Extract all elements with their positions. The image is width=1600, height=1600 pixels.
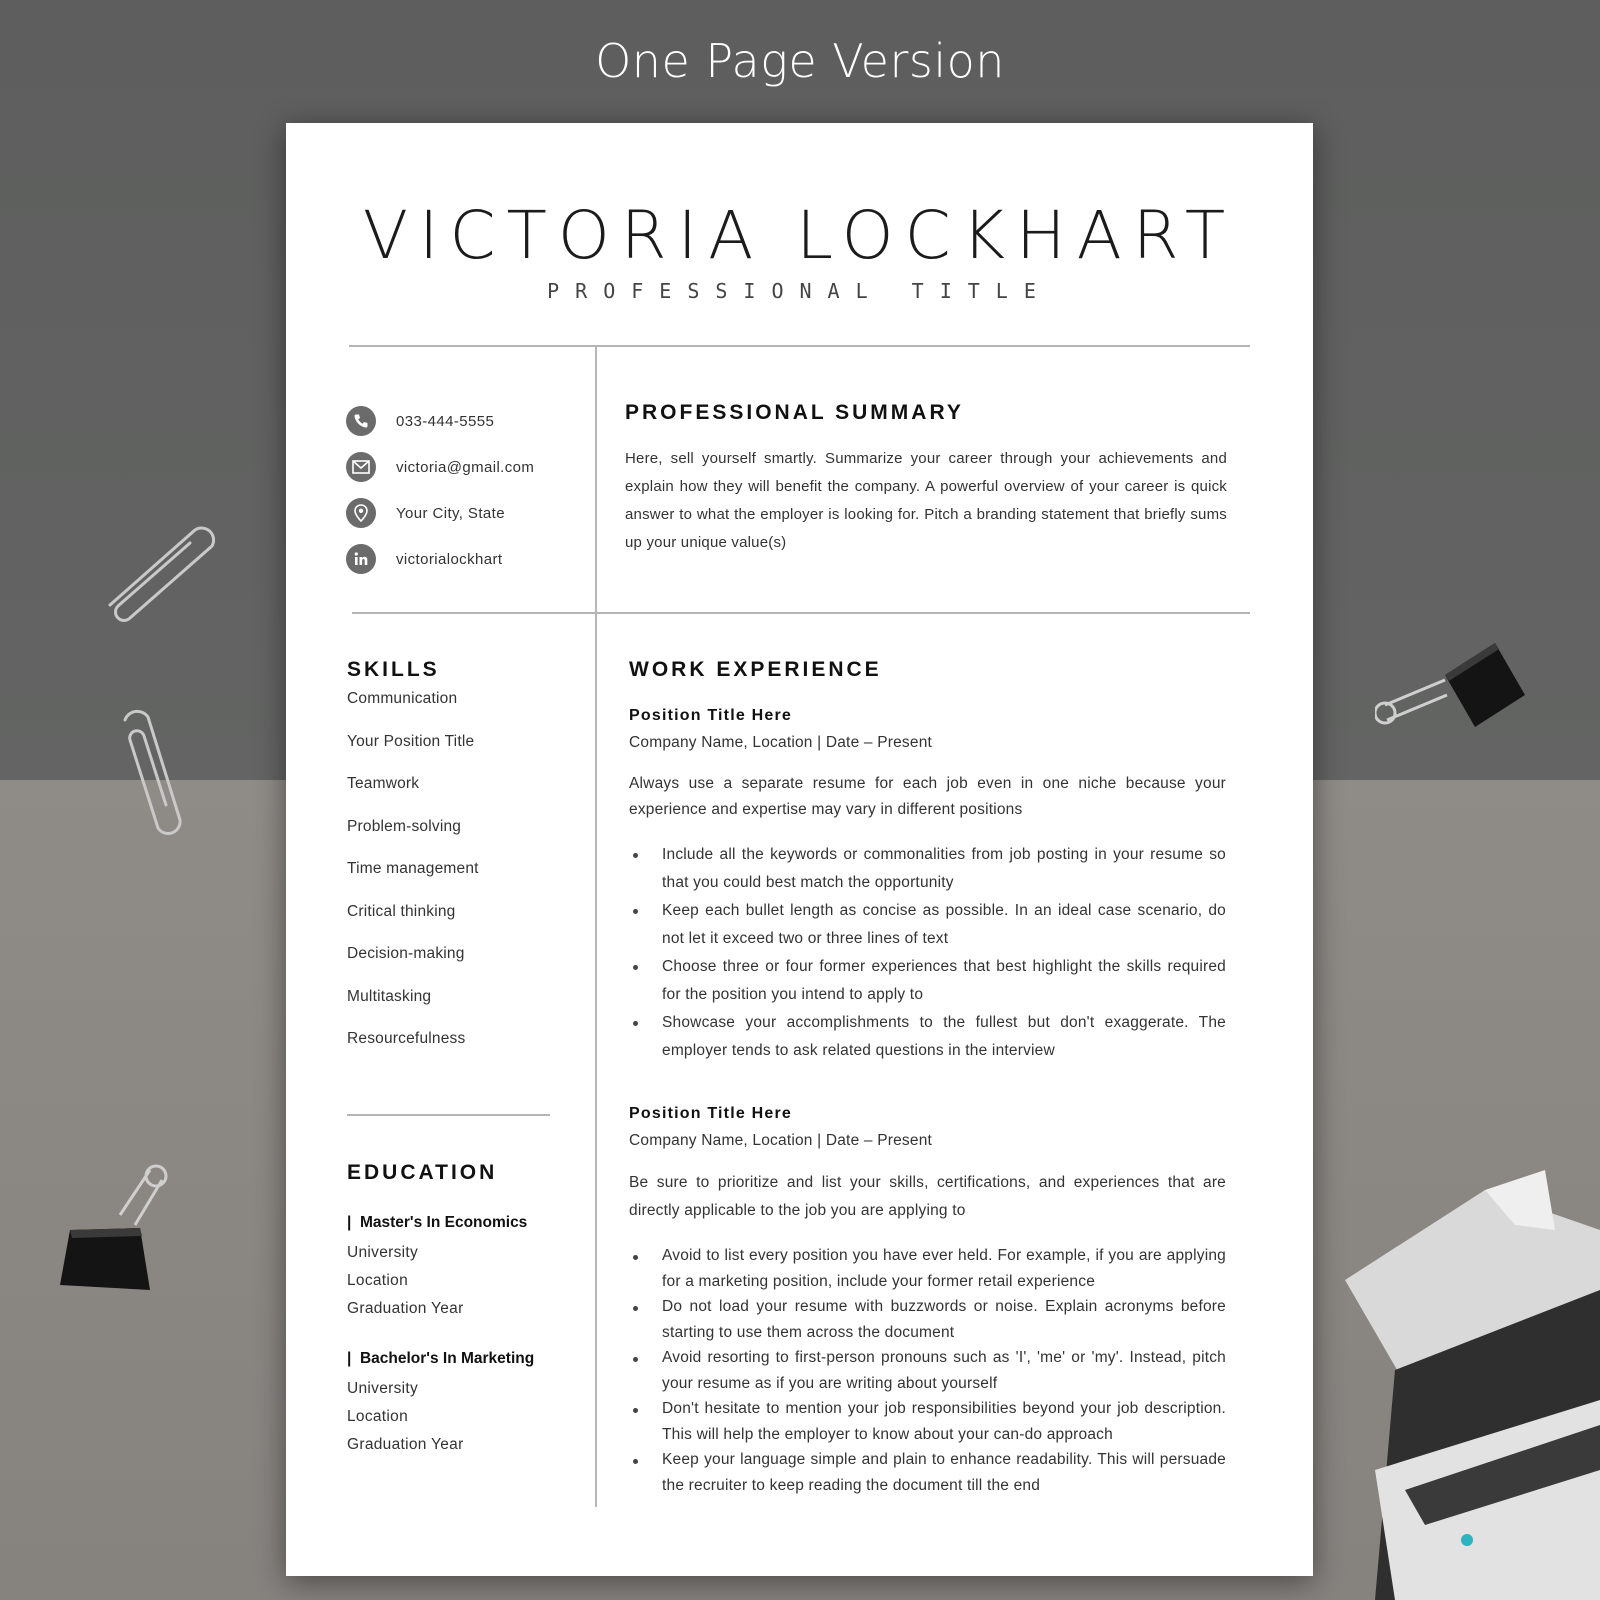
skill-item: Decision-making [347,945,465,962]
summary-heading: PROFESSIONAL SUMMARY [625,401,964,424]
contact-text: 033-444-5555 [396,412,495,430]
header-divider [349,345,1250,347]
job-bullet: Avoid to list every position you have ever held. For example, if you are applying for a marketing position, include your former retail experience [629,1243,1226,1294]
skill-item: Problem-solving [347,817,462,835]
resume-page [286,123,1313,1576]
job-bullet: Choose three or four former experiences that best highlight the skills required for the position you intend to apply to [629,953,1226,1009]
education-year: Graduation Year [347,1300,464,1317]
contact-text: victorialockhart [396,550,503,568]
job-bullet: Avoid resorting to first-person pronouns such as 'I', 'me' or 'my'. Instead, pitch your resume as if you are writing about yourself [629,1345,1226,1396]
column-divider [595,347,597,1507]
education-entry [347,1350,577,1464]
linkedin-icon [346,544,376,574]
job-bullet: Showcase your accomplishments to the fullest but don't exaggerate. The employer tends to ask related questions in the interview [629,1009,1226,1065]
paper-clip-icon [90,510,230,630]
resume-name: VICTORIA LOCKHART [362,197,1237,274]
education-school: University [347,1244,419,1261]
job-bullet: Do not load your resume with buzzwords or noise. Explain acronyms before starting to use them across the document [629,1294,1226,1345]
job-entry [629,707,1226,1065]
job-description: Be sure to prioritize and list your skills, certifications, and experiences that are directly applicable to the job you are applying to [629,1174,1226,1219]
location-pin-icon [346,498,376,528]
contact-phone [346,398,576,444]
education-school: University [347,1380,419,1397]
contact-text: Your City, State [396,504,505,522]
skill-item: Multitasking [347,987,432,1005]
email-icon [346,452,376,482]
job-meta: Company Name, Location | Date – Present [629,1132,933,1149]
skills-list [347,690,567,1073]
job-title: Position Title Here [629,707,792,724]
education-entry [347,1214,577,1328]
summary-text: Here, sell yourself smartly. Summarize your career through your achievements and explain how they will benefit the company. A powerful overview of your career is quick answer to what the employer is looking for. Pitch a branding statement that briefly sums up your unique value(s) [625,450,1227,551]
job-entry [629,1105,1226,1498]
education-location: Location [347,1272,409,1289]
skill-item: Critical thinking [347,902,456,920]
binder-clip-icon [50,1160,180,1310]
printer-icon [1335,1170,1600,1600]
skill-item: Time management [347,860,479,877]
education-location: Location [347,1408,409,1425]
job-bullet: Keep your language simple and plain to enhance readability. This will persuade the recruiter to keep reading the document till the end [629,1447,1226,1498]
binder-clip-icon [1375,635,1535,755]
paper-clip-icon [100,705,200,855]
skills-divider [347,1114,550,1116]
skills-heading: SKILLS [347,658,440,681]
contact-email [346,444,576,490]
skill-item: Communication [347,690,458,707]
degree-title: | Master's In Economics [347,1214,528,1231]
job-title: Position Title Here [629,1105,792,1122]
experience-heading: WORK EXPERIENCE [629,658,882,681]
skill-item: Your Position Title [347,732,475,750]
skill-item: Resourcefulness [347,1030,466,1047]
phone-icon [346,406,376,436]
contact-list [346,398,576,582]
education-heading: EDUCATION [347,1161,498,1184]
professional-title: PROFESSIONAL TITLE [547,279,1052,303]
job-description: Always use a separate resume for each job even in one niche because your experience and expertise may vary in different positions [629,775,1226,818]
contact-location [346,490,576,536]
degree-title: | Bachelor's In Marketing [347,1350,535,1367]
banner-title: One Page Version [595,34,1005,88]
contact-text: victoria@gmail.com [396,458,535,476]
job-meta: Company Name, Location | Date – Present [629,734,933,751]
job-bullet: Keep each bullet length as concise as possible. In an ideal case scenario, do not let it exceed two or three lines of text [629,897,1226,953]
job-bullet: Include all the keywords or commonalities from job posting in your resume so that you could best match the opportunity [629,841,1226,897]
skill-item: Teamwork [347,775,420,792]
job-bullet: Don't hesitate to mention your job responsibilities beyond your job description. This will help the employer to know about your can-do approach [629,1396,1226,1447]
contact-linkedin [346,536,576,582]
summary-divider [352,612,1250,614]
education-year: Graduation Year [347,1436,464,1453]
